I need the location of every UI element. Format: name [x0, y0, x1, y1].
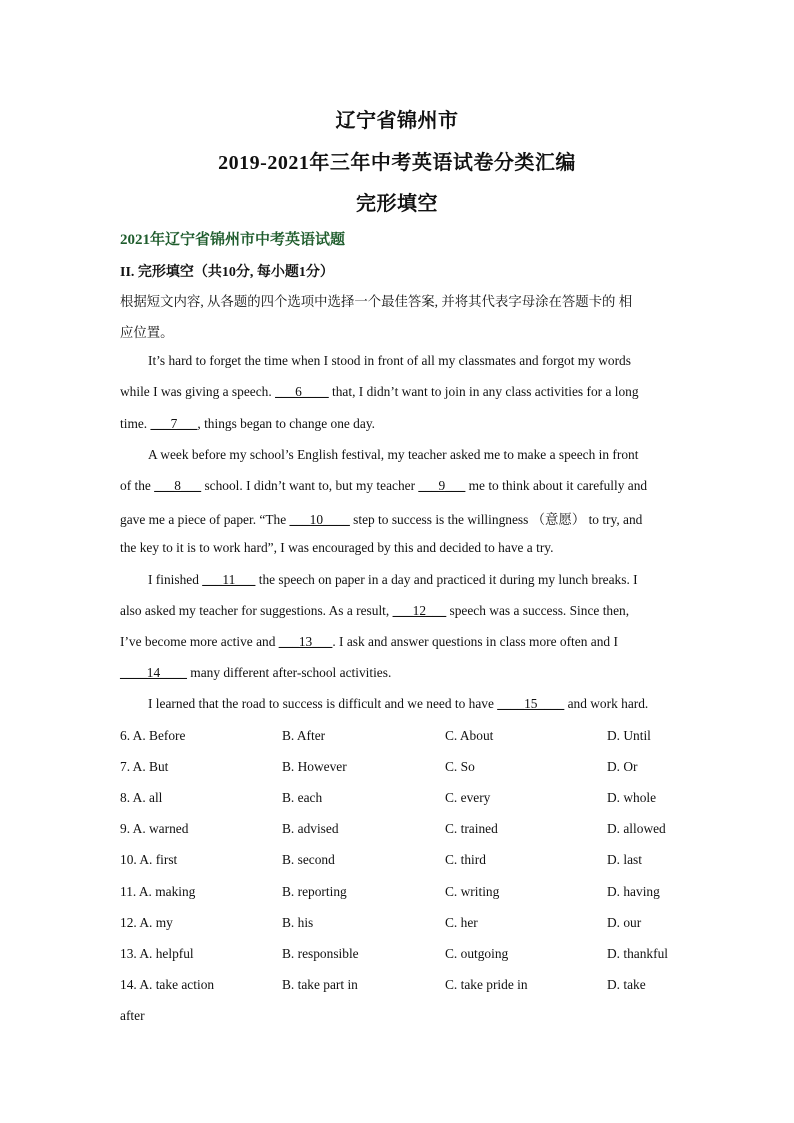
- option-b: B. reporting: [282, 884, 347, 899]
- option-a: 13. A. helpful: [120, 946, 194, 961]
- passage-line: [148, 696, 648, 712]
- passage-text: I finished: [148, 572, 203, 587]
- title-collection: 2019-2021年三年中考英语试卷分类汇编: [218, 152, 576, 174]
- passage-line: [120, 509, 642, 528]
- title-city: 辽宁省锦州市: [335, 110, 459, 132]
- blank-9: ___9___: [418, 478, 466, 493]
- section-heading: 2021年辽宁省锦州市中考英语试题: [120, 232, 346, 248]
- passage-line: [120, 384, 639, 400]
- blank-13: ___13___: [278, 634, 333, 649]
- passage-text: I learned that the road to success is difficult and we need to have: [148, 696, 498, 711]
- passage-line: It’s hard to forget the time when I stood in front of all my classmates and forgot my words: [148, 353, 631, 368]
- option-d: D. our: [607, 915, 642, 930]
- option-a: 6. A. Before: [120, 728, 186, 743]
- instructions-line-2: 应位置。: [120, 325, 174, 340]
- option-c: C. writing: [445, 884, 500, 899]
- option-c: C. So: [445, 759, 475, 774]
- option-d: D. allowed: [607, 821, 666, 836]
- option-d: D. Or: [607, 759, 638, 774]
- passage-text: school. I didn’t want to, but my teacher: [201, 478, 419, 493]
- blank-6: ___6____: [275, 384, 329, 399]
- option-c: C. her: [445, 915, 478, 930]
- option-b: B. After: [282, 728, 326, 743]
- passage-text: of the: [120, 478, 155, 493]
- option-c: C. third: [445, 852, 486, 867]
- passage-text: and work hard.: [564, 696, 649, 711]
- blank-7: ___7___: [150, 416, 198, 431]
- option-b: B. second: [282, 852, 335, 867]
- option-a: 9. A. warned: [120, 821, 189, 836]
- title-topic: 完形填空: [356, 193, 438, 215]
- option-c: C. every: [445, 790, 491, 805]
- option-a: 10. A. first: [120, 852, 178, 867]
- option-a: 8. A. all: [120, 790, 163, 805]
- passage-text: me to think about it carefully and: [465, 478, 648, 493]
- option-b: B. responsible: [282, 946, 359, 961]
- option-d-wrap: after: [120, 1008, 145, 1023]
- blank-11: ___11___: [202, 572, 256, 587]
- option-d: D. last: [607, 852, 642, 867]
- passage-line: [148, 572, 638, 588]
- passage-text: also asked my teacher for suggestions. As a result,: [120, 603, 393, 618]
- passage-line: A week before my school’s English festival, my teacher asked me to make a speech in front: [148, 447, 639, 462]
- passage-text: the speech on paper in a day and practiced it during my lunch breaks. I: [255, 572, 638, 587]
- option-b: B. each: [282, 790, 323, 805]
- blank-8: ___8___: [154, 478, 202, 493]
- passage-line: [120, 416, 375, 432]
- passage-text: speech was a success. Since then,: [446, 603, 630, 618]
- option-a: 11. A. making: [120, 884, 196, 899]
- passage-line: [120, 603, 629, 619]
- option-c: C. take pride in: [445, 977, 528, 992]
- option-a: 12. A. my: [120, 915, 173, 930]
- option-a: 14. A. take action: [120, 977, 215, 992]
- blank-12: ___12___: [392, 603, 447, 618]
- passage-line: [120, 665, 391, 681]
- passage-text: that, I didn’t want to join in any class activities for a long: [328, 384, 639, 399]
- passage-line: [120, 634, 618, 650]
- passage-line: the key to it is to work hard”, I was encouraged by this and decided to have a try.: [120, 540, 554, 555]
- passage-text: , things began to change one day.: [197, 416, 375, 431]
- option-b: B. his: [282, 915, 314, 930]
- option-d: D. thankful: [607, 946, 668, 961]
- part-heading: II. 完形填空（共10分, 每小题1分）: [120, 265, 334, 280]
- blank-10: ___10____: [289, 512, 350, 527]
- passage-text: many different after-school activities.: [186, 665, 392, 680]
- option-b: B. However: [282, 759, 347, 774]
- option-c: C. trained: [445, 821, 498, 836]
- option-c: C. About: [445, 728, 494, 743]
- passage-text: . I ask and answer questions in class more often and I: [332, 634, 618, 649]
- blank-15: ____15____: [497, 696, 565, 711]
- passage-text: gave me a piece of paper. “The: [120, 512, 290, 527]
- blank-14: ____14____: [120, 665, 187, 680]
- option-b: B. take part in: [282, 977, 358, 992]
- option-d: D. Until: [607, 728, 651, 743]
- option-d: D. take: [607, 977, 646, 992]
- passage-line: [120, 478, 647, 494]
- passage-text: step to success is the willingness （意愿） to try, and: [349, 512, 643, 527]
- option-c: C. outgoing: [445, 946, 509, 961]
- passage-text: time.: [120, 416, 151, 431]
- option-b: B. advised: [282, 821, 339, 836]
- option-d: D. having: [607, 884, 660, 899]
- passage-text: I’ve become more active and: [120, 634, 279, 649]
- option-a: 7. A. But: [120, 759, 169, 774]
- passage-text: while I was giving a speech.: [120, 384, 276, 399]
- option-d: D. whole: [607, 790, 657, 805]
- instructions-line-1: 根据短文内容, 从各题的四个选项中选择一个最佳答案, 并将其代表字母涂在答题卡的 相: [120, 294, 633, 309]
